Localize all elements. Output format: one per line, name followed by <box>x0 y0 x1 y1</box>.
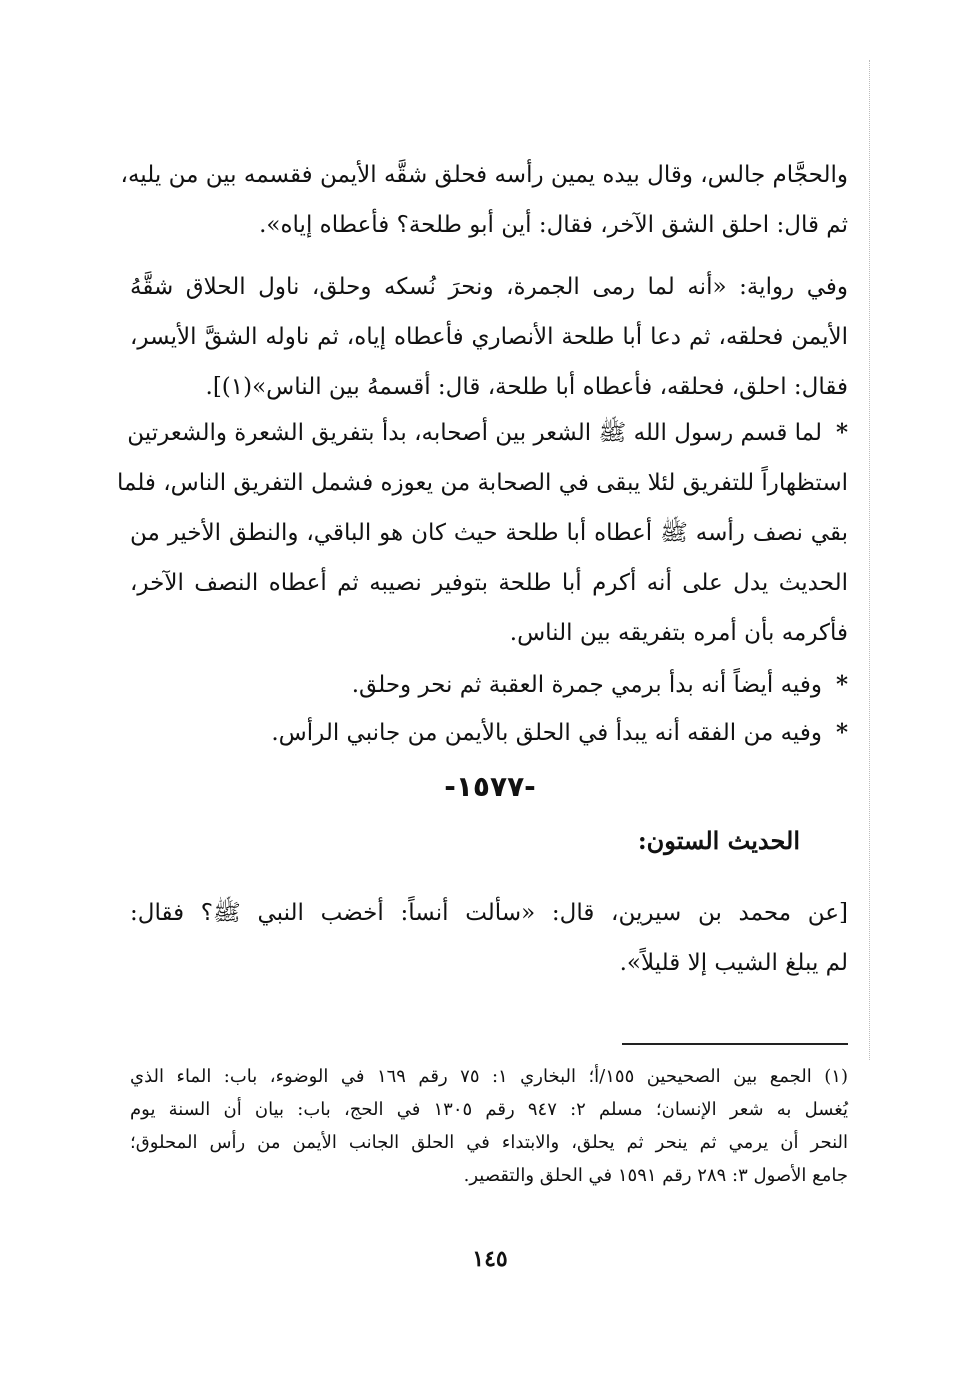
text-line: لما قسم رسول الله ﷺ الشعر بين أصحابه، بدأ بتفريق الشعرة والشعرتين <box>127 420 822 446</box>
text-line: لم يبلغ الشيب إلا قليلاً». <box>619 950 848 976</box>
text-line: فأكرمه بأن أمره بتفريقه بين الناس. <box>509 620 848 646</box>
footnote-line: النحر أن يرمي ثم ينحر ثم يحلق، والابتداء في الحلق الجانب الأيمن من رأس المحلوق؛ <box>130 1132 848 1153</box>
text-line: والحجَّام جالس، وقال بيده يمين رأسه فحلق شقَّه الأيمن فقسمه بين من يليه، <box>120 162 848 188</box>
section-title: الحديث الستون: <box>637 826 800 855</box>
text-line: [عن محمد بن سيرين، قال: «سألت أنساً: أخضب النبي ﷺ؟ فقال: <box>130 900 848 926</box>
text-line: وفي رواية: «أنه لما رمى الجمرة، ونحرَ نُسكه وحلق، ناول الحلاق شقَّهُ <box>130 274 848 300</box>
text-line: ثم قال: احلق الشق الآخر، فقال: أين أبو طلحة؟ فأعطاه إياه». <box>259 212 848 238</box>
bullet-star: * <box>835 719 848 746</box>
paragraph-3 <box>117 408 848 658</box>
footnote-separator <box>622 1043 848 1045</box>
text-line: الحديث يدل على أنه أكرم أبا طلحة بتوفير نصيبه ثم أعطاه النصف الآخر، <box>130 570 848 596</box>
hadith-number: -١٥٧٧- <box>444 770 536 803</box>
text-line: وفيه أيضاً أنه بدأ برمي جمرة العقبة ثم نحر وحلق. <box>351 672 822 698</box>
footnote-line: يُغسل به شعر الإنسان؛ مسلم ٢: ٩٤٧ رقم ١٣٠٥ في الحج، باب: بيان أن السنة يوم <box>130 1099 848 1120</box>
paragraph-4 <box>130 660 848 710</box>
text-line: وفيه من الفقه أنه يبدأ في الحلق بالأيمن من جانبي الرأس. <box>271 720 822 746</box>
footnotes <box>130 1060 848 1192</box>
paragraph-1 <box>120 150 848 250</box>
text-line: الأيمن فحلقه، ثم دعا أبا طلحة الأنصاري فأعطاه إياه، ثم ناوله الشقَّ الأيسر، <box>130 324 848 350</box>
bullet-star: * <box>835 419 848 446</box>
margin-dotted-rule <box>869 60 870 1060</box>
paragraph-2 <box>130 262 848 412</box>
footnote-line: جامع الأصول ٣: ٢٨٩ رقم ١٥٩١ في الحلق والتقصير. <box>463 1165 848 1186</box>
text-line: فقال: احلق، فحلقه، فأعطاه أبا طلحة، قال: أقسمهُ بين الناس»(١)]. <box>205 374 848 400</box>
text-line: بقي نصف رأسه ﷺ أعطاه أبا طلحة حيث كان هو الباقي، والنطق الأخير من <box>130 520 848 546</box>
bullet-star: * <box>835 671 848 698</box>
text-line: استظهاراً للتفريق لئلا يبقى في الصحابة من يعوزه فشمل التفريق الناس، فلما <box>117 470 848 496</box>
paragraph-6 <box>130 888 848 988</box>
paragraph-5 <box>130 708 848 758</box>
page-number: ١٤٥ <box>472 1246 508 1272</box>
footnote-line: (١) الجمع بين الصحيحين ١٥٥/أ؛ البخاري ١: ٧٥ رقم ١٦٩ في الوضوء، باب: الماء الذي <box>130 1066 848 1087</box>
